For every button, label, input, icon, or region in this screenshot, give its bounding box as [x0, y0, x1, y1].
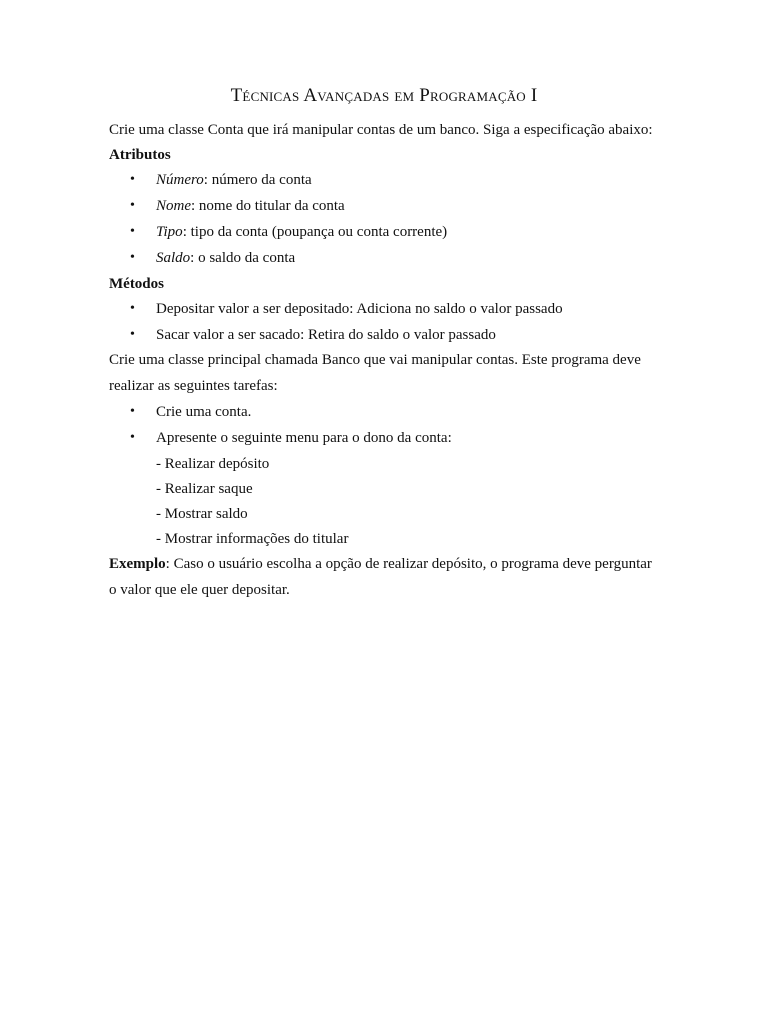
bullet-icon: •	[130, 250, 135, 265]
attribute-desc: : número da conta	[203, 172, 312, 188]
bullet-icon: •	[130, 301, 135, 316]
bullet-icon: •	[130, 224, 135, 239]
menu-option-informacoes: - Mostrar informações do titular	[156, 531, 349, 547]
attribute-desc: : o saldo da conta	[190, 250, 296, 266]
bullet-icon: •	[130, 327, 135, 342]
intro-text: Crie uma classe Conta que irá manipular contas de um banco. Siga a especificação abaixo:	[109, 122, 653, 138]
menu-option-saque: - Realizar saque	[156, 481, 253, 497]
attribute-name: Saldo	[156, 250, 191, 266]
example-line1	[109, 554, 652, 574]
main-class-text-line2: realizar as seguintes tarefas:	[109, 378, 278, 394]
task-text: Apresente o seguinte menu para o dono da conta:	[156, 430, 452, 446]
menu-option-saldo: - Mostrar saldo	[156, 506, 248, 522]
example-text: : Caso o usuário escolha a opção de realizar depósito, o programa deve perguntar	[165, 556, 652, 572]
attribute-desc: : nome do titular da conta	[191, 198, 345, 214]
bullet-icon: •	[130, 172, 135, 187]
methods-heading: Métodos	[109, 276, 164, 292]
attribute-name: Número	[156, 172, 204, 188]
main-class-text-line1: Crie uma classe principal chamada Banco que vai manipular contas. Este programa deve	[109, 352, 641, 368]
document-title: Técnicas Avançadas em Programação I	[230, 85, 538, 106]
task-text: Crie uma conta.	[156, 404, 252, 420]
attribute-name: Nome	[156, 198, 191, 214]
example-label: Exemplo	[109, 556, 166, 572]
attribute-desc: : tipo da conta (poupança ou conta corrente)	[182, 224, 448, 240]
bullet-icon: •	[130, 198, 135, 213]
attributes-heading: Atributos	[109, 147, 171, 163]
menu-option-deposito: - Realizar depósito	[156, 456, 270, 472]
method-text: Sacar valor a ser sacado: Retira do saldo o valor passado	[156, 327, 496, 343]
bullet-icon: •	[130, 404, 135, 419]
bullet-icon: •	[130, 430, 135, 445]
example-line2: o valor que ele quer depositar.	[109, 582, 290, 598]
method-text: Depositar valor a ser depositado: Adiciona no saldo o valor passado	[156, 301, 563, 317]
attribute-name: Tipo	[156, 224, 183, 240]
